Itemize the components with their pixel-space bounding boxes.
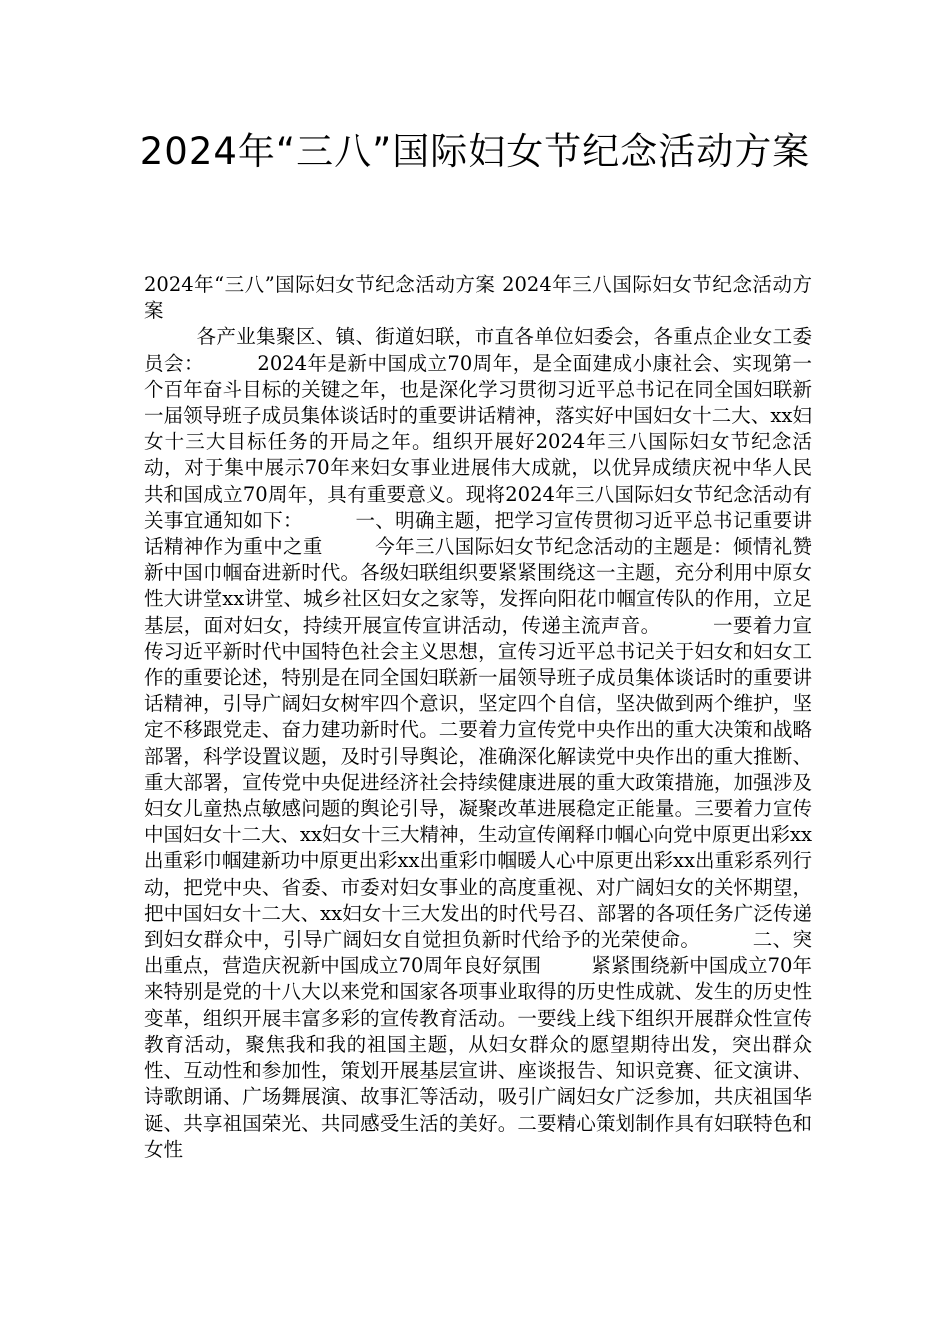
document-body: 2024年“三八”国际妇女节纪念活动方案 2024年三八国际妇女节纪念活动方案 各产业集聚区、镇、街道妇联，市直各单位妇委会，各重点企业女工委员会： 2024年是新中国成立70周年，是全面建成小康社会、实现第一个百年奋斗目标的关键之年，也是深化学习贯彻习近平总书记在同全国妇联新一届领导班子成员集体谈话时的重要讲话精神，落实好中国妇女十二大、xx妇女十三大目标任务的开局之年。组织开展好2024年三八国际妇女节纪念活动，对于集中展示70年来妇女事业进展伟大成就，以优异成绩庆祝中华人民共和国成立70周年，具有重要意义。现将2024年三八国际妇女节纪念活动有关事宜通知如下： 一、明确主题，把学习宣传贯彻习近平总书记重要讲话精神作为重中之重 今年三八国际妇女节纪念活动的主题是：倾情礼赞新中国巾帼奋进新时代。各级妇联组织要紧紧围绕这一主题，充分利用中原女性大讲堂xx讲堂、城乡社区妇女之家等，发挥向阳花巾帼宣传队的作用，立足基层，面对妇女，持续开展宣传宣讲活动，传递主流声音。 一要着力宣传习近平新时代中国特色社会主义思想，宣传习近平总书记关于妇女和妇女工作的重要论述，特别是在同全国妇联新一届领导班子成员集体谈话时的重要讲话精神，引导广阔妇女树牢四个意识，坚定四个自信，坚决做到两个维护，坚定不移跟党走、奋力建功新时代。二要着力宣传党中央作出的重大决策和战略部署，科学设置议题，及时引导舆论，准确深化解读党中央作出的重大推断、重大部署，宣传党中央促进经济社会持续健康进展的重大政策措施，加强涉及妇女儿童热点敏感问题的舆论引导，凝聚改革进展稳定正能量。三要着力宣传中国妇女十二大、xx妇女十三大精神，生动宣传阐释巾帼心向党中原更出彩xx出重彩巾帼建新功中原更出彩xx出重彩巾帼暖人心中原更出彩xx出重彩系列行动，把党中央、省委、市委对妇女事业的高度重视、对广阔妇女的关怀期望，把中国妇女十二大、xx妇女十三大发出的时代号召、部署的各项任务广泛传递到妇女群众中，引导广阔妇女自觉担负新时代给予的光荣使命。 二、突出重点，营造庆祝新中国成立70周年良好氛围 紧紧围绕新中国成立70年来特别是党的十八大以来党和国家各项事业取得的历史性成就、发生的历史性变革，组织开展丰富多彩的宣传教育活动。一要线上线下组织开展群众性宣传教育活动，聚焦我和我的祖国主题，从妇女群众的愿望期待出发，突出群众性、互动性和参加性，策划开展基层宣讲、座谈报告、知识竞赛、征文演讲、诗歌朗诵、广场舞展演、故事汇等活动，吸引广阔妇女广泛参加，共庆祖国华诞、共享祖国荣光、共同感受生活的美好。二要精心策划制作具有妇联特色和女性 [144, 273, 812, 1161]
document-title: 2024年“三八”国际妇女节纪念活动方案 [139, 130, 811, 173]
